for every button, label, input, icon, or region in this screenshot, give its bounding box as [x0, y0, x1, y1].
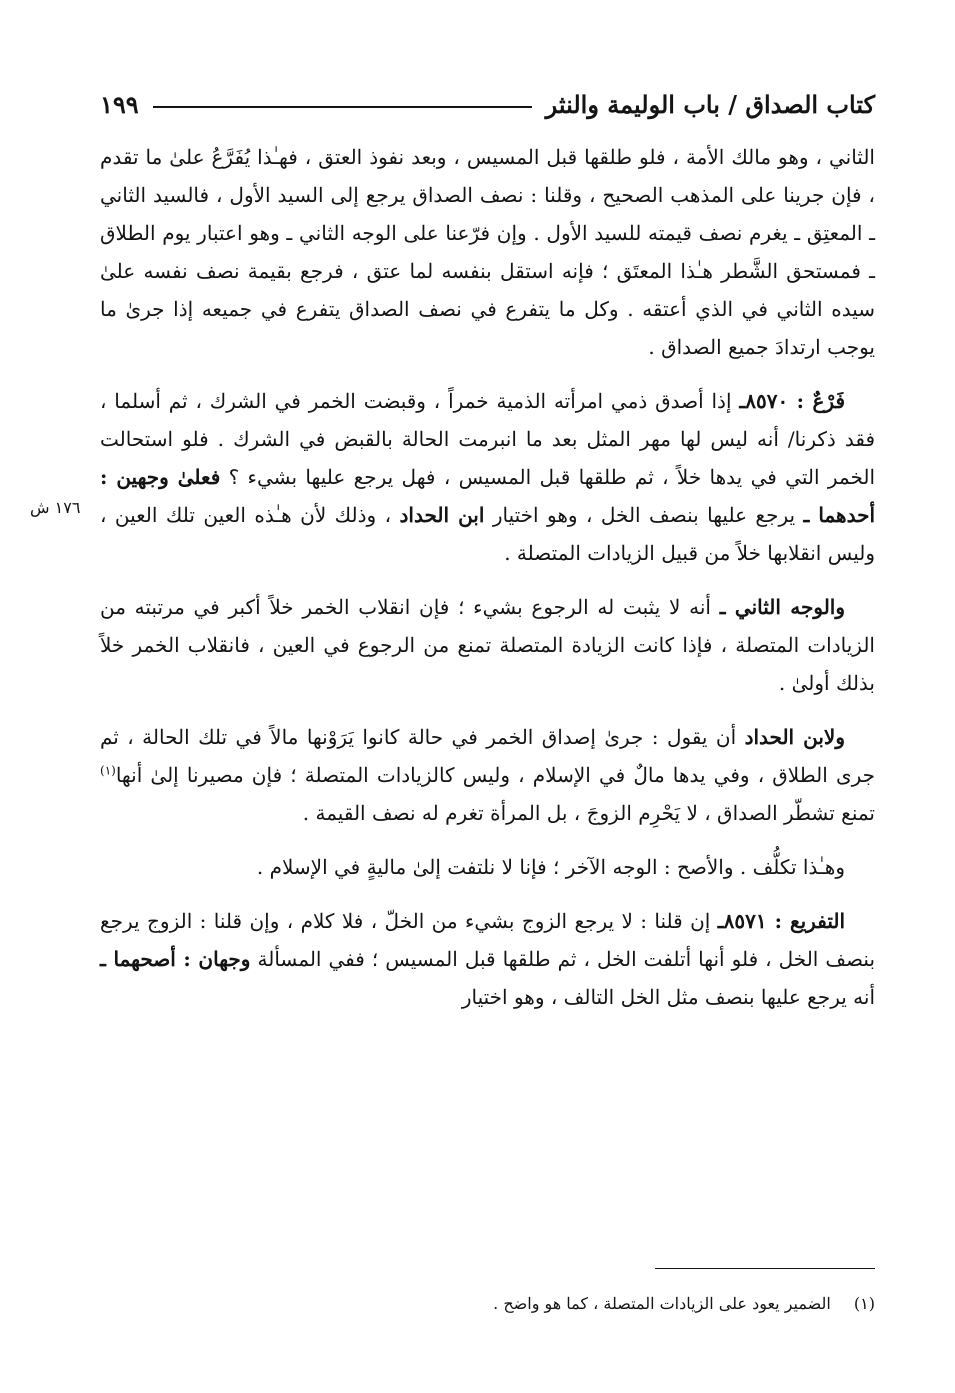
paragraph-6 [100, 902, 875, 1016]
chapter-title: كتاب الصداق / باب الوليمة والنثر [545, 89, 875, 119]
paragraph-2-text: إذا أصدق ذمي امرأته الذمية خمراً ، وقبضت الخمر في الشرك ، ثم أسلما ، فقد ذكرنا/ أنه ليس لها مهر المثل بعد ما انبرمت الحالة بالقبض في الشرك . فلو استحالت الخمر التي في يدها خلاً ، ثم طلقها قبل المسيس ، فهل يرجع عليها بشيء ؟ [100, 389, 875, 489]
page-number: ١٩٩ [100, 89, 139, 119]
footnote-number: (١) [853, 1294, 875, 1313]
main-text [100, 138, 875, 1016]
paragraph-4-text-2: تمنع تشطّر الصداق ، لا يَحْرِم الزوجَ ، بل المرأة تغرم له نصف القيمة . [302, 801, 875, 825]
paragraph-1-text: الثاني ، وهو مالك الأمة ، فلو طلقها قبل المسيس ، وبعد نفوذ العتق ، فهـٰذا يُفَرَّعُ علىٰ ما تقدم ، فإن جرينا على المذهب الصحيح ، وقلنا : نصف الصداق يرجع إلى السيد الأول ، فالسيد الثاني ـ المعتِق ـ يغرم نصف قيمته للسيد الأول . وإن فرّعنا على الوجه الثاني ـ وهو اعتبار يوم الطلاق ـ فمستحق الشَّطر هـٰذا المعتَق ؛ فإنه استقل بنفسه لما عتق ، فرجع بقيمة نصف نفسه علىٰ سيده الثاني في الذي أعتقه . وكل ما يتفرع في نصف الصداق يتفرع في جميعه إذا جرىٰ ما يوجب ارتدادَ جميع الصداق . [100, 145, 875, 359]
paragraph-2-bold-2: ابن الحداد [399, 503, 485, 527]
paragraph-3 [100, 588, 875, 702]
footnote-ref: (١) [100, 763, 116, 778]
header-rule [153, 106, 532, 108]
paragraph-6-text: إن قلنا : لا يرجع الزوج بشيء من الخلّ ، فلا كلام ، وإن قلنا : الزوج يرجع بنصف الخل ، فلو أنها أتلفت الخل ، ثم طلقها قبل المسيس ؛ ففي المسألة [100, 909, 876, 971]
running-header [100, 84, 875, 124]
paragraph-1 [100, 138, 875, 366]
paragraph-3-lead: والوجه الثاني ـ [719, 595, 845, 619]
margin-note: ١٧٦ ش [30, 498, 81, 517]
footnote [300, 1290, 875, 1318]
paragraph-2-text-3: ، وذلك لأن هـٰذه العين تلك العين ، وليس انقلابها خلاً من قبيل الزيادات المتصلة . [100, 503, 875, 565]
paragraph-6-bold-1: وجهان : أصحهما ـ [100, 947, 251, 971]
paragraph-2-bold-1: فعلىٰ وجهين : أحدهما ـ [100, 465, 876, 527]
paragraph-6-lead: التفريع : ٨٥٧١ـ [717, 909, 845, 933]
paragraph-4-text: أن يقول : جرىٰ إصداق الخمر في حالة كانوا يَرَوْنها مالاً في تلك الحالة ، ثم جرى الطلاق ، وفي يدها مالٌ في الإسلام ، وليس كالزيادات المتصلة ؛ فإن مصيرنا إلىٰ أنها [100, 725, 875, 787]
paragraph-4-lead: ولابن الحداد [744, 725, 845, 749]
paragraph-2-text-2: يرجع عليها بنصف الخل ، وهو اختيار [492, 503, 796, 527]
paragraph-2 [100, 382, 875, 572]
footnote-rule [655, 1268, 875, 1269]
paragraph-5 [100, 848, 875, 886]
paragraph-5-text: وهـٰذا تكلُّف . والأصح : الوجه الآخر ؛ فإنا لا نلتفت إلىٰ ماليةٍ في الإسلام . [256, 855, 845, 879]
paragraph-6-text-2: أنه يرجع عليها بنصف مثل الخل التالف ، وهو اختيار [461, 985, 875, 1009]
footnote-text: الضمير يعود على الزيادات المتصلة ، كما هو واضح . [493, 1294, 831, 1313]
paragraph-3-text: أنه لا يثبت له الرجوع بشيء ؛ فإن انقلاب الخمر خلاً أكبر في مرتبته من الزيادات المتصلة ، فإذا كانت الزيادة المتصلة تمنع من الرجوع في العين ، فانقلاب الخمر خلاً بذلك أولىٰ . [100, 595, 875, 695]
paragraph-2-lead: فَرْعٌ : ٨٥٧٠ـ [739, 389, 846, 413]
paragraph-4 [100, 718, 875, 832]
